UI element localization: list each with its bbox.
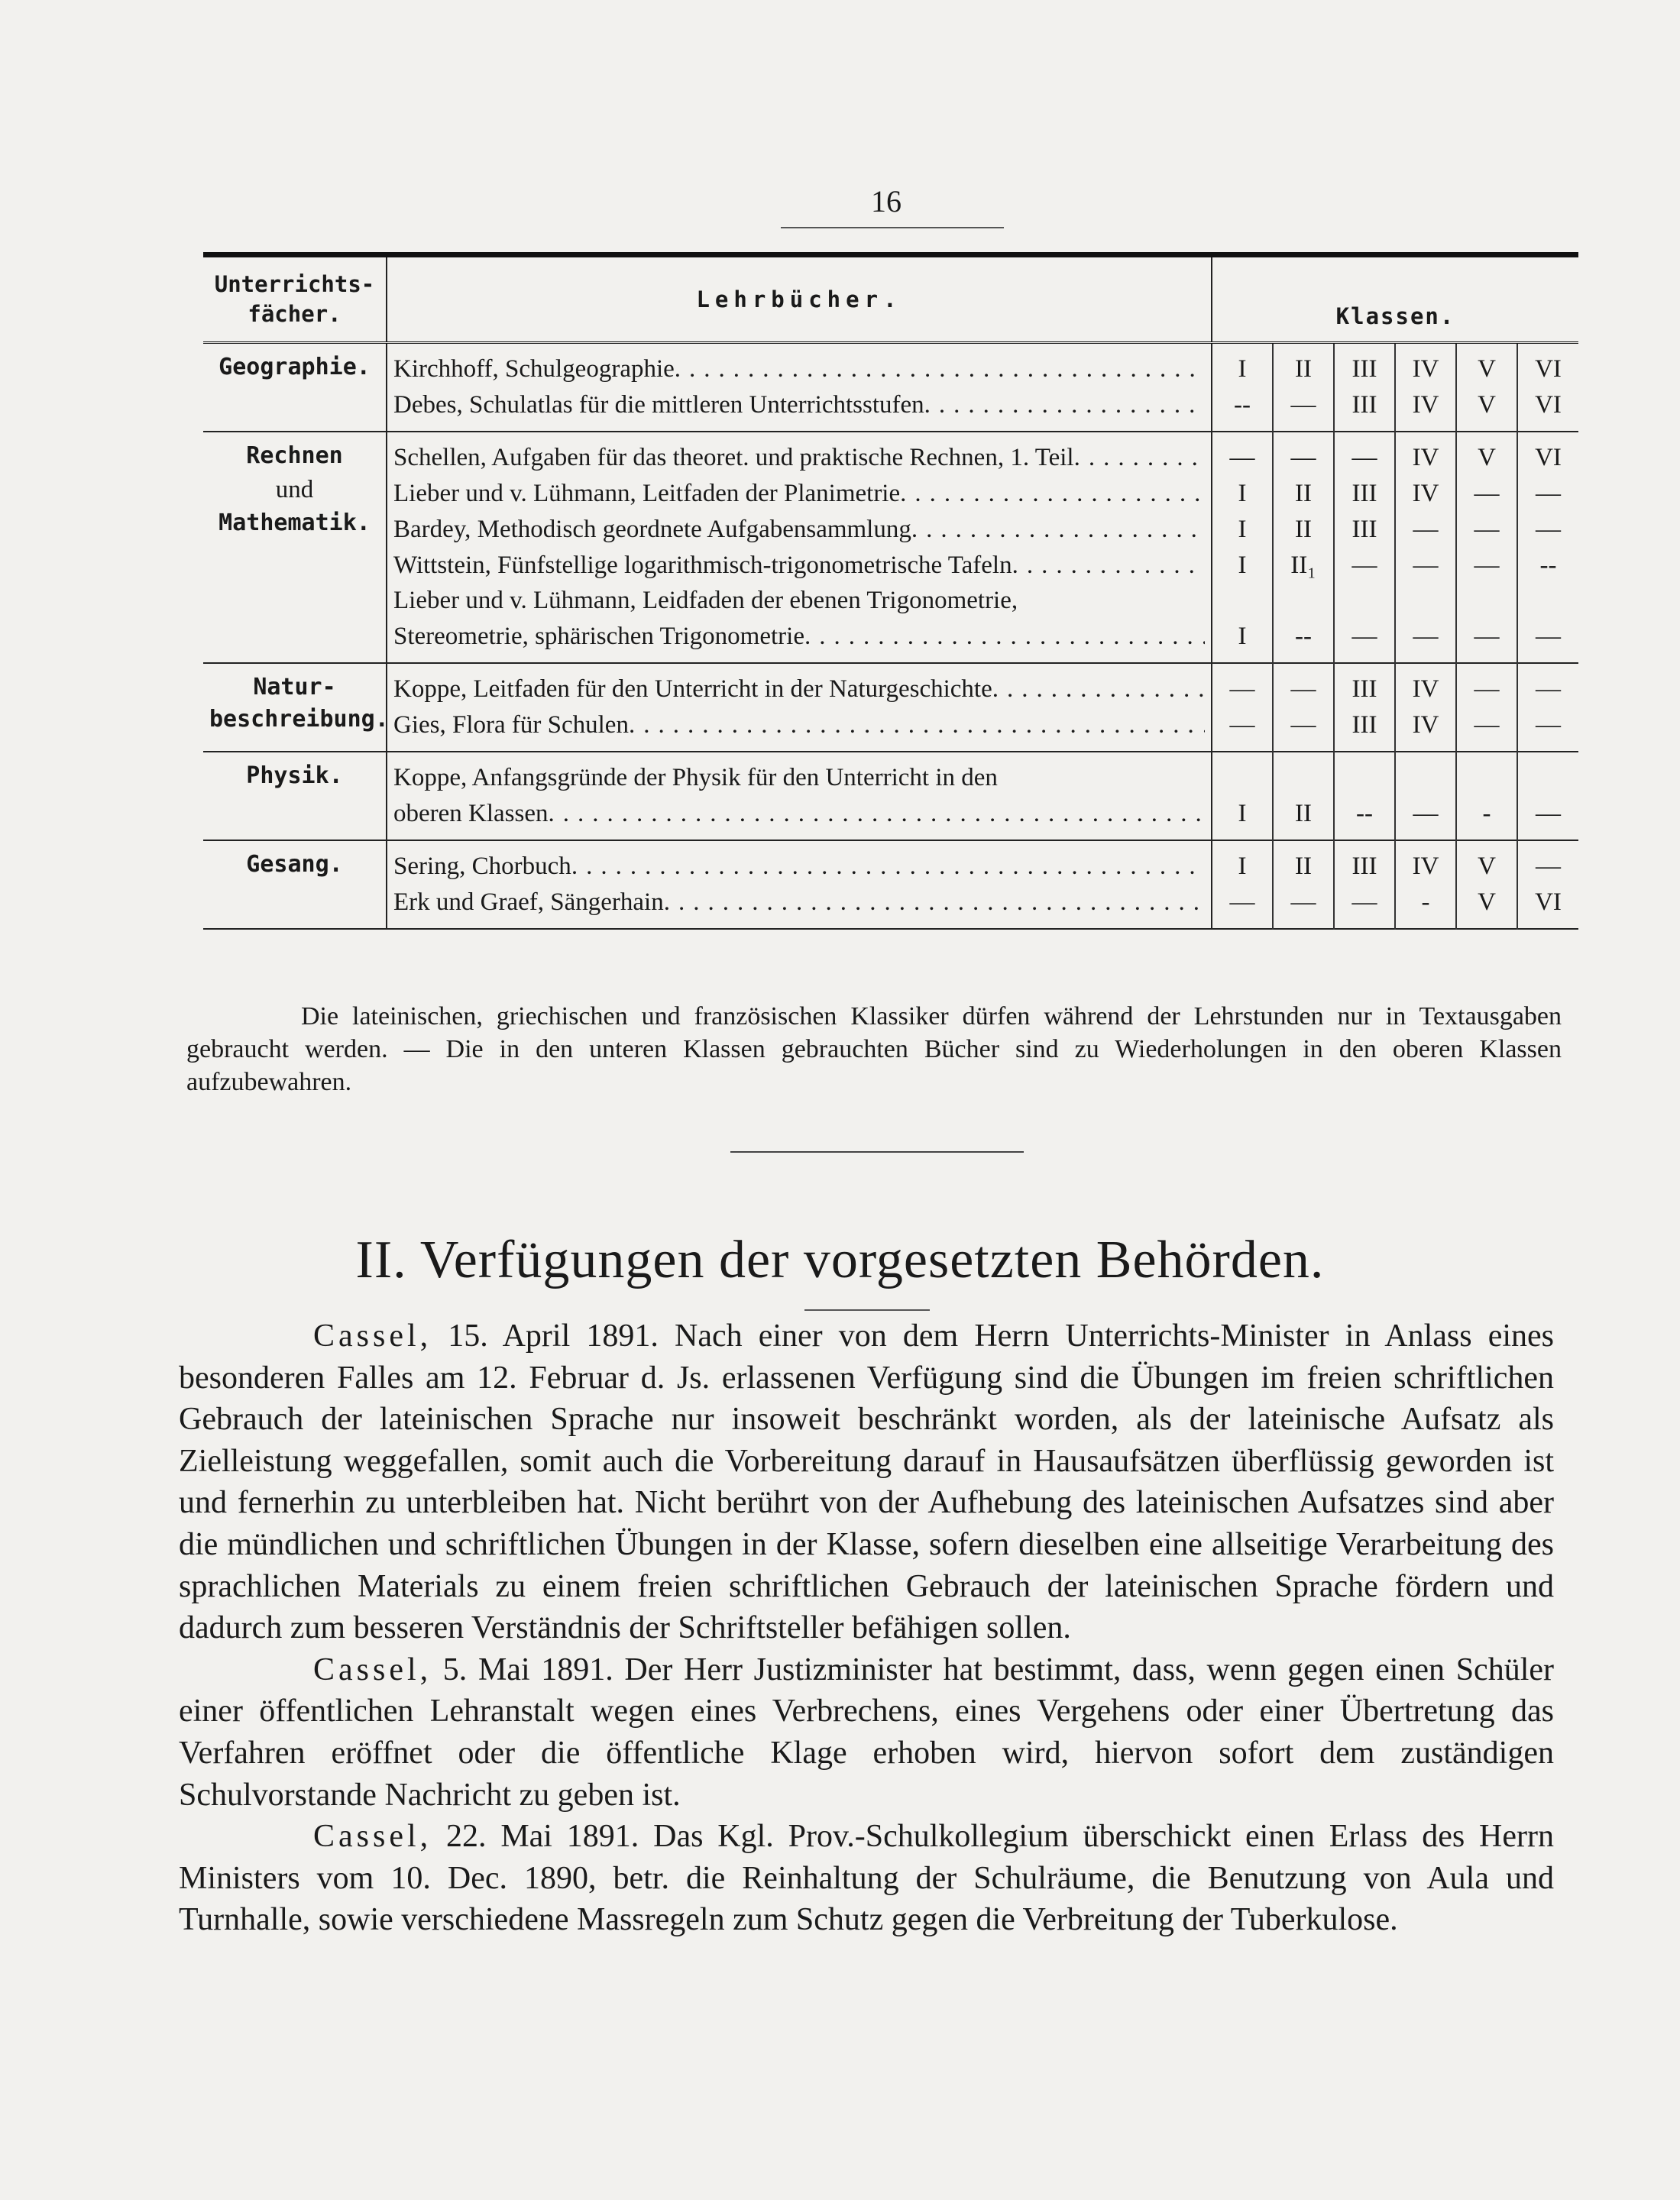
class-mark: — [1536,852,1562,880]
paragraph-text: 5. Mai 1891. Der Herr Justizminister hat bestimmt, dass, wenn gegen einen Schüler einer öffentlichen Lehranstalt wegen eines Verbrechens, eines Vergehens oder einer Übertretung das Verfahren eröffnet oder die öffentliche Klage erhoben wird, hiervon sofort dem zuständigen Schulvorstande Nachricht zu geben ist. [179,1652,1554,1813]
class-mark: — [1474,623,1500,651]
class-mark: - [1421,888,1430,916]
class-cell [1456,343,1517,432]
paragraph-text: 22. Mai 1891. Das Kgl. Prov.-Schulkollegium überschickt einen Erlass des Herrn Ministers vom 10. Dec. 1890, betr. die Reinhaltung der Schulräume, die Benutzung von Aula und Turnhalle, sowie verschiedene Massregeln zum Schutz gegen die Verbreitung der Tuberkulose. [179,1819,1554,1938]
class-mark: I [1238,551,1247,579]
header-books: Lehrbücher. [387,255,1212,343]
class-cell [1334,840,1395,929]
class-cell [1456,432,1517,663]
header-subjects: Unterrichts- fächer. [203,255,387,343]
subject-label: Natur- [253,674,336,701]
class-mark: — [1351,888,1377,916]
books-cell [387,432,1212,663]
page-number: 16 [871,184,902,218]
dot-leader [992,671,1205,707]
class-mark: I [1238,852,1247,880]
book-title: Koppe, Anfangsgründe der Physik für den Unterricht in den [393,764,998,792]
dot-leader [571,849,1205,885]
class-mark: I [1238,355,1247,383]
class-cell [1334,752,1395,840]
subject-cell [203,663,387,752]
book-entry [393,849,1205,885]
class-cell [1456,663,1517,752]
class-mark: II [1295,479,1312,507]
class-mark: III [1351,852,1377,880]
class-mark: — [1536,800,1562,828]
class-mark: I [1238,800,1247,828]
class-mark: — [1474,515,1500,543]
section-title: II. Verfügungen der vorgesetzten Behörden. [355,1231,1325,1289]
book-title: oberen Klassen [393,799,549,827]
class-mark [1219,760,1266,796]
class-cell [1456,752,1517,840]
books-cell [387,343,1212,432]
dot-leader [1074,440,1205,476]
table-row [203,343,1578,432]
class-mark: -- [1295,623,1312,651]
class-cell [1212,752,1273,840]
class-mark: — [1536,479,1562,507]
class-mark: III [1351,479,1377,507]
class-mark: — [1536,711,1562,739]
book-entry [393,885,1205,920]
dot-leader [804,619,1205,655]
footnote-text: Die lateinischen, griechischen und französischen Klassiker dürfen während der Lehrstunden nur in Textausgaben gebraucht werden. — Die in den unteren Klassen gebrauchten Bücher sind zu Wiederholungen in den oberen Klassen aufzubewahren. [186,1002,1562,1096]
class-mark: — [1229,675,1255,704]
table-row [203,432,1578,663]
class-mark: I [1238,515,1247,543]
class-mark: — [1413,623,1439,651]
book-entry [393,548,1205,584]
paragraph [179,1649,1554,1816]
book-title: Lieber und v. Lühmann, Leidfaden der ebenen Trigonometrie, [393,587,1018,615]
book-entry [393,619,1205,655]
class-mark: — [1474,711,1500,739]
class-mark: IV [1412,391,1439,419]
book-entry [393,796,1205,832]
book-entry [393,476,1205,512]
class-mark: — [1351,444,1377,471]
class-cell [1212,663,1273,752]
paragraph-place: Cassel, [313,1318,432,1354]
subject-label: und [275,476,314,503]
class-mark: -- [1234,391,1251,419]
book-title: Bardey, Methodisch geordnete Aufgabensammlung [393,515,911,543]
class-mark: VI [1535,391,1562,419]
book-title: Koppe, Leitfaden für den Unterricht in der Naturgeschichte [393,675,992,704]
books-cell [387,752,1212,840]
table-header-row [203,255,1578,343]
class-mark: — [1413,800,1439,828]
book-entry [393,351,1205,387]
book-title: Gies, Flora für Schulen [393,711,629,739]
table-body [203,343,1578,929]
book-title: Wittstein, Fünfstellige logarithmisch-trigonometrische Tafeln [393,551,1012,579]
book-entry [393,707,1205,743]
class-mark: — [1536,515,1562,543]
class-mark: I [1238,479,1247,507]
class-mark [1524,760,1572,796]
dot-leader [675,351,1205,387]
subject-cell [203,432,387,663]
book-entry [393,387,1205,423]
class-mark: II [1295,800,1312,828]
class-cell [1334,432,1395,663]
textbook-table [203,252,1578,930]
class-mark: III [1351,355,1377,383]
class-mark: — [1229,888,1255,916]
class-mark: — [1351,623,1377,651]
class-mark [1280,760,1327,796]
class-cell [1395,343,1456,432]
class-cell [1517,752,1578,840]
class-mark: IV [1412,355,1439,383]
class-mark: II₁ [1290,551,1316,579]
class-mark [1280,583,1327,619]
class-cell [1395,752,1456,840]
class-mark: — [1413,515,1439,543]
paragraph [179,1315,1554,1649]
book-title: Lieber und v. Lühmann, Leitfaden der Planimetrie [393,479,901,507]
class-mark: IV [1412,852,1439,880]
class-cell [1334,663,1395,752]
class-mark [1219,583,1266,619]
class-mark: — [1351,551,1377,579]
class-mark: — [1290,675,1316,704]
class-mark [1402,760,1449,796]
class-mark: — [1536,675,1562,704]
class-mark: III [1351,711,1377,739]
class-mark: III [1351,391,1377,419]
class-mark: IV [1412,444,1439,471]
class-cell [1212,343,1273,432]
class-mark: V [1478,391,1496,419]
books-cell [387,840,1212,929]
class-cell [1212,432,1273,663]
section-divider [730,1151,1024,1153]
book-entry [393,440,1205,476]
table-row [203,663,1578,752]
class-mark [1341,583,1388,619]
class-mark: IV [1412,711,1439,739]
class-mark: - [1482,800,1491,828]
class-mark: V [1478,444,1496,471]
books-cell [387,663,1212,752]
table-footnote [186,1001,1562,1098]
class-mark: II [1295,515,1312,543]
class-mark: — [1229,711,1255,739]
class-mark [1463,760,1510,796]
book-entry [393,512,1205,548]
subject-cell [203,840,387,929]
paragraph [179,1816,1554,1941]
class-cell [1395,432,1456,663]
class-mark [1341,760,1388,796]
class-cell [1334,343,1395,432]
class-mark: IV [1412,675,1439,704]
dot-leader [549,796,1205,832]
class-cell [1273,663,1334,752]
title-underline [804,1309,930,1311]
book-title: Erk und Graef, Sängerhain [393,888,664,916]
class-mark: VI [1535,444,1562,471]
class-cell [1517,663,1578,752]
class-mark: I [1238,623,1247,651]
class-mark: — [1474,675,1500,704]
dot-leader [900,476,1205,512]
subject-cell [203,343,387,432]
class-mark: VI [1535,888,1562,916]
class-mark: II [1295,852,1312,880]
class-mark: V [1478,852,1496,880]
class-mark: — [1474,551,1500,579]
class-cell [1273,840,1334,929]
class-mark: V [1478,888,1496,916]
subject-label: Rechnen [246,442,343,469]
class-cell [1273,752,1334,840]
class-mark: II [1295,355,1312,383]
class-cell [1395,840,1456,929]
subject-label: beschreibung. [209,706,389,733]
dot-leader [1012,548,1205,584]
class-cell [1517,343,1578,432]
book-title: Stereometrie, sphärischen Trigonometrie [393,623,804,651]
table-row [203,752,1578,840]
subject-label: Geographie. [218,354,371,381]
class-mark: IV [1412,479,1439,507]
header-classes: Klassen. [1335,303,1455,330]
class-mark: III [1351,515,1377,543]
class-cell [1517,840,1578,929]
paragraph-place: Cassel, [313,1652,432,1687]
class-mark: — [1290,444,1316,471]
class-cell [1212,840,1273,929]
subject-cell [203,752,387,840]
book-entry [393,583,1205,619]
class-mark: — [1229,444,1255,471]
book-title: Kirchhoff, Schulgeographie [393,355,675,383]
subject-label: Mathematik. [218,510,371,537]
class-mark: — [1290,711,1316,739]
book-title: Debes, Schulatlas für die mittleren Unterrichtsstufen [393,391,924,419]
dot-leader [664,885,1205,920]
body-text [179,1315,1554,1941]
book-entry [393,671,1205,707]
class-mark: — [1290,391,1316,419]
class-mark: VI [1535,355,1562,383]
book-entry [393,760,1205,796]
subject-label: Gesang. [246,850,343,878]
dot-leader [911,512,1205,548]
book-title: Sering, Chorbuch [393,852,571,880]
class-mark: III [1351,675,1377,704]
class-mark: — [1413,551,1439,579]
class-mark: V [1478,355,1496,383]
class-mark [1524,583,1572,619]
class-mark [1463,583,1510,619]
class-cell [1273,432,1334,663]
page-number-rule [781,227,1004,228]
paragraph-text: 15. April 1891. Nach einer von dem Herrn Unterrichts-Minister in Anlass eines besonderen Falles am 12. Februar d. Js. erlassenen Verfügung sind die Übungen im freien schriftlichen Gebrauch der lateinischen Sprache nur insoweit beschränkt worden, als der lateinische Aufsatz als Zielleistung weggefallen, somit auch die Vorbereitung darauf in Hausaufsätzen überflüssig geworden ist und fernerhin zu unterbleiben hat. Nicht berührt von der Aufhebung des lateinischen Aufsatzes sind aber die mündlichen und schriftlichen Übungen in der Klasse, sofern dieselben eine allseitige Verarbeitung des sprachlichen Materials zu einem freien schriftlichen Gebrauch der lateinischen Sprache fördern und dadurch zum besseren Verständnis der Schriftsteller befähigen sollen. [179,1318,1554,1646]
subject-label: Physik. [246,762,343,790]
dot-leader [629,707,1205,743]
class-mark [1402,583,1449,619]
book-title: Schellen, Aufgaben für das theoret. und praktische Rechnen, 1. Teil [393,444,1074,471]
table-row [203,840,1578,929]
class-mark: -- [1356,800,1373,828]
class-mark: — [1536,623,1562,651]
class-mark: -- [1539,551,1557,579]
class-cell [1273,343,1334,432]
class-cell [1517,432,1578,663]
dot-leader [924,387,1205,423]
paragraph-place: Cassel, [313,1819,432,1855]
class-cell [1456,840,1517,929]
class-cell [1395,663,1456,752]
class-mark: — [1474,479,1500,507]
class-mark: — [1290,888,1316,916]
